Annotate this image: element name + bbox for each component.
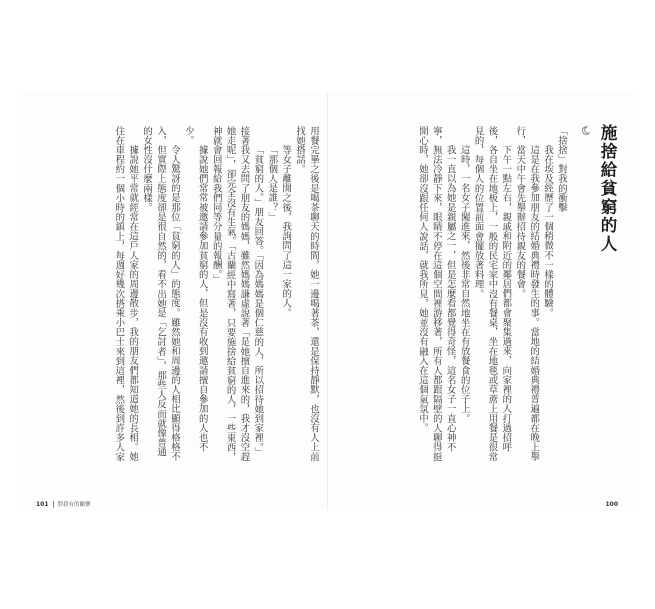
paragraph: 這時，一名女子闖進來，然後非常自然地坐在有放餐食的位子上。	[458, 144, 470, 423]
paragraph: 「貧窮的人。」朋友回答。「因為媽媽是個仁慈的人，所以招待她到家裡。」接著我又去問了朋友的媽媽，雖然媽媽謙虛說著「是她擅自進來的，我才沒空趕她走呢」，卻完全沒有生氣。「古蘭經中寫著，只要施捨給貧窮的人，一些東西，神就會回報給我們同等分量的報酬。」	[210, 126, 264, 462]
chapter-title: 施捨給貧窮的人	[598, 124, 617, 254]
left-page	[18, 92, 328, 510]
paragraph: 我一直以為她是親屬之一，但是怎麼看都覺得奇怪，這名女子一直心神不寧，無法冷靜下來，眼睛不停在這個空間裡游移著，所有人都跟隔壁的人聊得挺開心時，她卻沒跟任何人說話，就我所見，她並沒有融入在這個氣氛中。	[416, 126, 456, 462]
section-subheading: 「捨捨」對我的衝擊	[556, 126, 567, 213]
page-number: 101	[36, 500, 49, 508]
crescent-moon-icon	[581, 126, 590, 135]
folio-divider	[53, 501, 54, 508]
left-folio	[36, 500, 91, 508]
paragraph: 等女子離開之後，我詢問了這一家的人。	[280, 144, 292, 318]
paragraph: 用餐完畢之後是喝茶聊天的時間，她一邊喝著茶，還是保持靜默，也沒有人上前找她搭話。	[294, 126, 319, 462]
paragraph: 「那個人是誰？」	[266, 144, 278, 222]
page-number: 100	[605, 501, 618, 508]
paragraph: 令人驚訝的是那位「貧窮的人」的態度。雖然她和周邊的人相比顯得格格不入，但實際上態度卻是很自然的，看不出她是「乞討者」，那些人反而就像普通的女性沒什麼兩樣。	[141, 126, 180, 462]
right-page-body	[386, 126, 576, 466]
running-head: 對我有的關懷	[57, 502, 91, 508]
book-spread	[18, 92, 638, 510]
left-page-body	[58, 126, 320, 466]
paragraph: 我在埃及經歷了一個稍微不一樣的體驗。	[542, 144, 554, 318]
paragraph: 據說她們常常被邀請參加貧窮的人，但是沒有收到邀請擅自參加的人也不少。	[182, 126, 208, 452]
paragraph: 下午一點左右，親戚和附近的鄰居們都會聚集過來，向家裡的人打過招呼後，各自坐在地板上，一般的民宅家中沒有餐桌，坐在地毯或草蓆上用餐是很常見的，每個人的位置前面會擺放著料理。	[472, 126, 512, 462]
right-page	[328, 92, 638, 510]
paragraph: 據說她平常就經常在這戶人家的周邊散步，我的朋友們都知道她的長相。她住在車程約一個小時的鎮上，每週好幾次搭乘小巴士來到這裡，然後到許多人家	[113, 126, 139, 462]
paragraph: 這是在我參加朋友的結婚典禮時發生的事。當地的結婚典禮普遍都在晚上舉行，當天中午會先舉辦招待親友的餐會。	[514, 126, 540, 462]
